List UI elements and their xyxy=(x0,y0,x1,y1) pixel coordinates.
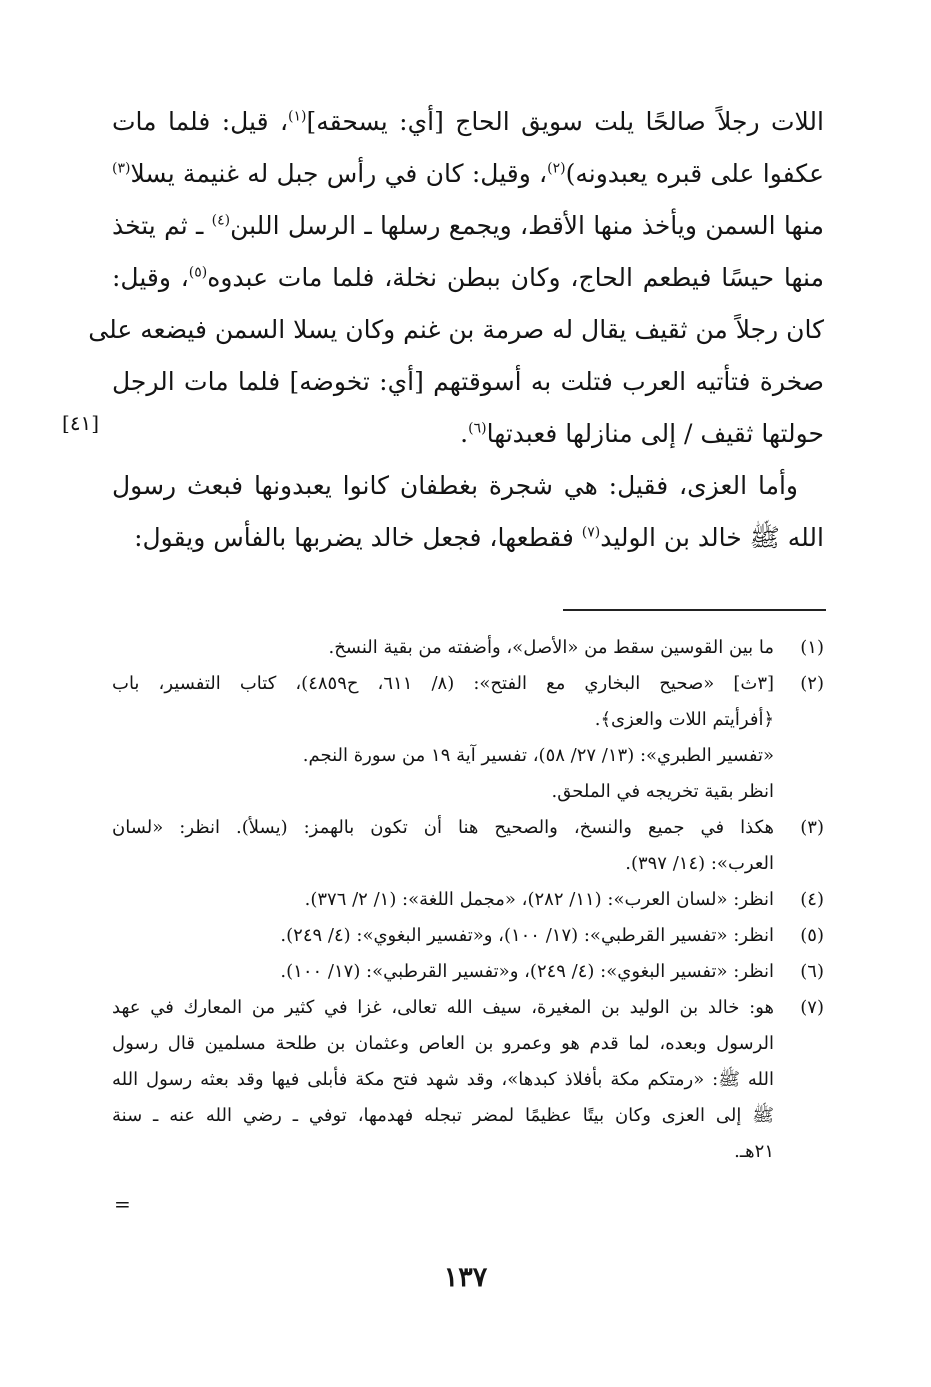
text-line: اللات رجلاً صالحًا يلت سويق الحاج [أي: يسحقه]$^{(١)}$، قيل: فلما مات xyxy=(112,107,824,136)
footnote-text: [٣ث] «صحيح البخاري مع الفتح»: (٨/ ٦١١، ح٤٨٥٩)، كتاب التفسير، باب xyxy=(112,673,775,694)
footnote-text: الله ﷺ: «رمتكم مكة بأفلاذ كبدها»، وقد شهد فتح مكة فأبلى فيها وقد بعثه رسول الله xyxy=(112,1069,774,1090)
footnote-ref[interactable]: (٧) xyxy=(581,524,601,541)
footnote-separator xyxy=(563,609,826,611)
footnote-number: (٥) xyxy=(800,925,824,946)
footnote-text: ما بين القوسين سقط من «الأصل»، وأضفته من بقية النسخ. xyxy=(328,637,774,658)
text-line: حولتها ثقيف / إلى منازلها فعبدتها$^{(٦)}$. xyxy=(460,419,824,448)
footnote-text: ﴿أفرأيتم اللات والعزى﴾. xyxy=(594,709,774,730)
footnote-ref[interactable]: (١) xyxy=(288,108,307,125)
footnote-text: ٢١هـ. xyxy=(734,1141,774,1162)
footnote-ref[interactable]: (٤) xyxy=(211,212,231,229)
footnote-text: هو: خالد بن الوليد بن المغيرة، سيف الله تعالى، غزا في كثير من المعارك في عهد xyxy=(112,997,774,1018)
footnote-text: انظر: «تفسير البغوي»: (٤/ ٢٤٩)، و«تفسير القرطبي»: (١٧/ ١٠٠). xyxy=(280,961,774,982)
footnote-ref[interactable]: (٦) xyxy=(468,420,487,437)
footnote-text: هكذا في جميع والنسخ، والصحيح هنا أن تكون بالهمز: (يسلأ). انظر: «لسان xyxy=(112,817,774,838)
footnote-number: (٧) xyxy=(800,997,824,1018)
footnote-text: العرب»: (١٤/ ٣٩٧). xyxy=(625,853,774,874)
page-number: ١٣٧ xyxy=(443,1262,488,1293)
text-line: وأما العزى، فقيل: هي شجرة بغطفان كانوا يعبدونها فبعث رسول xyxy=(112,471,798,500)
footnote xyxy=(112,954,824,990)
footnote-text: الرسول وبعده، لما قدم هو وعمرو بن العاص وعثمان بن طلحة مسلمين قال رسول xyxy=(112,1033,774,1054)
footnote-number: (١) xyxy=(800,637,824,658)
footnote-ref[interactable]: (٥) xyxy=(188,264,208,281)
footnote-ref[interactable]: (٣) xyxy=(112,160,131,177)
footnote xyxy=(112,918,824,954)
text-line: منها حيسًا فيطعم الحاج، وكان ببطن نخلة، فلما مات عبدوه$^{(٥)}$، وقيل: xyxy=(112,263,824,292)
footnote-ref[interactable]: (٢) xyxy=(547,160,566,177)
text-line: صخرة فتأتيه العرب فتلت به أسوقتهم [أي: تخوضه] فلما مات الرجل xyxy=(112,367,824,396)
footnote-text: ﷺ إلى العزى وكان بيتًا عظيمًا لمضر تبجله فهدمها، توفي ـ رضي الله عنه ـ سنة xyxy=(112,1105,774,1126)
footnote-number: (٢) xyxy=(800,673,824,694)
footnote-text: انظر بقية تخريجه في الملحق. xyxy=(551,781,774,802)
footnote xyxy=(112,810,824,882)
footnote-text: انظر: «لسان العرب»: (١١/ ٢٨٢)، «مجمل اللغة»: (١/ ٢/ ٣٧٦). xyxy=(304,889,774,910)
main-text xyxy=(88,96,824,564)
text-line: كان رجلاً من ثقيف يقال له صرمة بن غنم وكان يسلا السمن فيضعه على xyxy=(88,315,824,344)
footnote xyxy=(112,990,824,1170)
footnote-text: «تفسير الطبري»: (١٣/ ٢٧/ ٥٨)، تفسير آية ١٩ من سورة النجم. xyxy=(302,745,774,766)
text-line: عكفوا على قبره يعبدونه)$^{(٢)}$، وقيل: كان في رأس جبل له غنيمة يسلا$^{(٣)}$ xyxy=(112,159,824,188)
footnote-text: انظر: «تفسير القرطبي»: (١٧/ ١٠٠)، و«تفسير البغوي»: (٤/ ٢٤٩). xyxy=(280,925,774,946)
footnote-number: (٤) xyxy=(800,889,824,910)
manuscript-folio-marker: [٤١] xyxy=(62,411,100,435)
footnotes xyxy=(112,630,824,1170)
footnote xyxy=(112,666,824,810)
text-line: الله ﷺ خالد بن الوليد$^{(٧)}$ فقطعها، فجعل خالد يضربها بالفأس ويقول: xyxy=(134,523,824,552)
continuation-mark: = xyxy=(114,1192,131,1216)
footnote xyxy=(112,882,824,918)
text-line: منها السمن ويأخذ منها الأقط، ويجمع رسلها ـ الرسل اللبن$^{(٤)}$ ـ ثم يتخذ xyxy=(112,211,824,240)
footnote xyxy=(112,630,824,666)
footnote-number: (٦) xyxy=(800,961,824,982)
footnote-number: (٣) xyxy=(800,817,824,838)
